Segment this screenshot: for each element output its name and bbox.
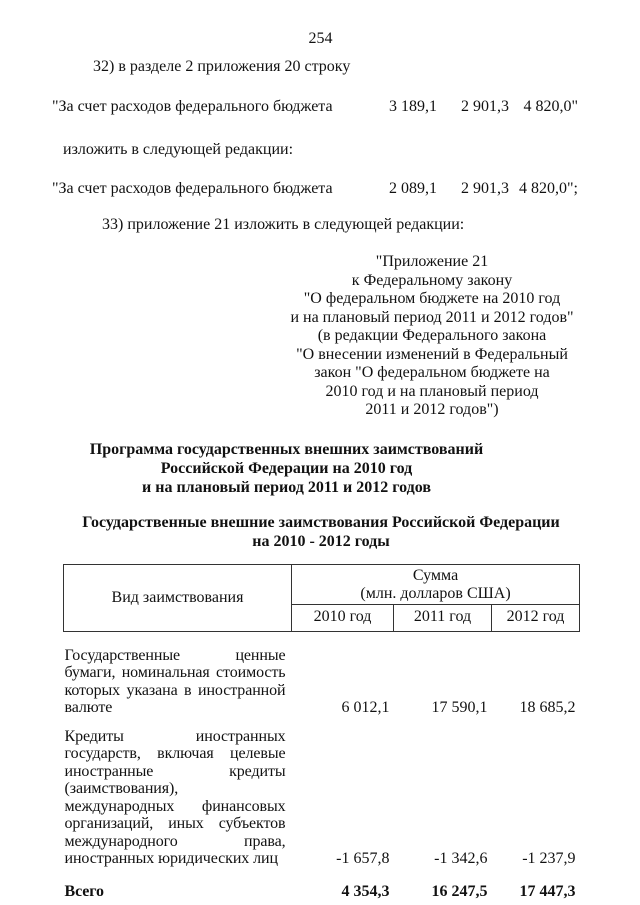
row-value-2010: 6 012,1 [341,699,390,716]
quoted-row-label: "За счет расходов федерального бюджета [52,180,333,197]
paragraph-item-32: 32) в разделе 2 приложения 20 строку [93,58,351,75]
quoted-budget-row-new [52,179,578,198]
quoted-budget-row-old [52,97,578,116]
group-header-line: (млн. долларов США) [360,584,511,602]
row-value-2012: -1 237,9 [522,850,576,867]
program-title-line: Российской Федерации на 2010 год [160,459,413,477]
row-label: Всего [64,882,104,900]
column-header-2012: 2012 год [492,604,580,631]
appendix-line: 2011 и 2012 годов") [365,401,499,418]
appendix-line: и на плановый период 2011 и 2012 годов" [290,308,574,326]
program-title [63,440,510,497]
page-number: 254 [308,30,333,47]
appendix-line: "О внесении изменений в Федеральный [296,345,568,363]
table-row-securities [64,631,580,717]
table-title-line: на 2010 - 2012 годы [252,532,390,550]
table-row-foreign-credits [64,717,580,868]
borrowings-table [63,564,580,901]
appendix-line: "О федеральном бюджете на 2010 год [303,290,561,307]
appendix-line: к Федеральному закону [351,271,513,289]
paragraph-item-33: 33) приложение 21 изложить в следующей редакции: [102,216,465,233]
column-header-2011: 2011 год [394,604,492,631]
column-header-2010: 2010 год [292,604,394,631]
row-value-2012: 17 447,3 [519,882,576,900]
quoted-row-value-2011: 2 901,3 [461,180,509,197]
appendix-reference-block [285,253,579,420]
program-title-line: и на плановый период 2011 и 2012 годов [142,478,431,496]
table-title-line: Государственные внешние заимствования Российской Федерации [82,513,560,531]
appendix-line: "Приложение 21 [375,253,489,270]
program-title-line: Программа государственных внешних заимствований [89,440,484,458]
table-row-total [64,868,580,901]
table-title [63,513,579,551]
row-value-2011: 17 590,1 [431,699,488,716]
row-value-2012: 18 685,2 [519,699,576,716]
quoted-row-value-2012: 4 820,0" [523,98,578,115]
quoted-row-value-2010: 3 189,1 [389,98,437,115]
row-value-2010: 4 354,3 [341,882,390,900]
appendix-line: 2010 год и на плановый период [325,382,539,400]
column-group-header-sum [292,564,580,604]
quoted-row-value-2012: 4 820,0"; [519,180,578,197]
quoted-row-value-2011: 2 901,3 [461,98,509,115]
borrowings-table-header [64,564,580,631]
appendix-line: (в редакции Федерального закона [317,327,547,344]
row-label: Государственные ценные бумаги, номинальная стоимость которых указана в иностранной валюте [64,646,286,716]
paragraph-reword-intro: изложить в следующей редакции: [63,141,294,158]
row-value-2011: -1 342,6 [434,850,488,867]
column-header-borrowing-type: Вид заимствования [64,564,292,631]
row-value-2011: 16 247,5 [431,882,488,900]
row-label: Кредиты иностранных государств, включая целевые иностранные кредиты (заимствования), международных финансовых организаций, иных субъектов международного права, иностранных юридических лиц [64,727,286,867]
quoted-row-label: "За счет расходов федерального бюджета [52,98,333,115]
group-header-line: Сумма [412,566,459,584]
quoted-row-value-2010: 2 089,1 [389,180,437,197]
appendix-line: закон "О федеральном бюджете на [314,364,550,381]
row-value-2010: -1 657,8 [336,850,390,867]
